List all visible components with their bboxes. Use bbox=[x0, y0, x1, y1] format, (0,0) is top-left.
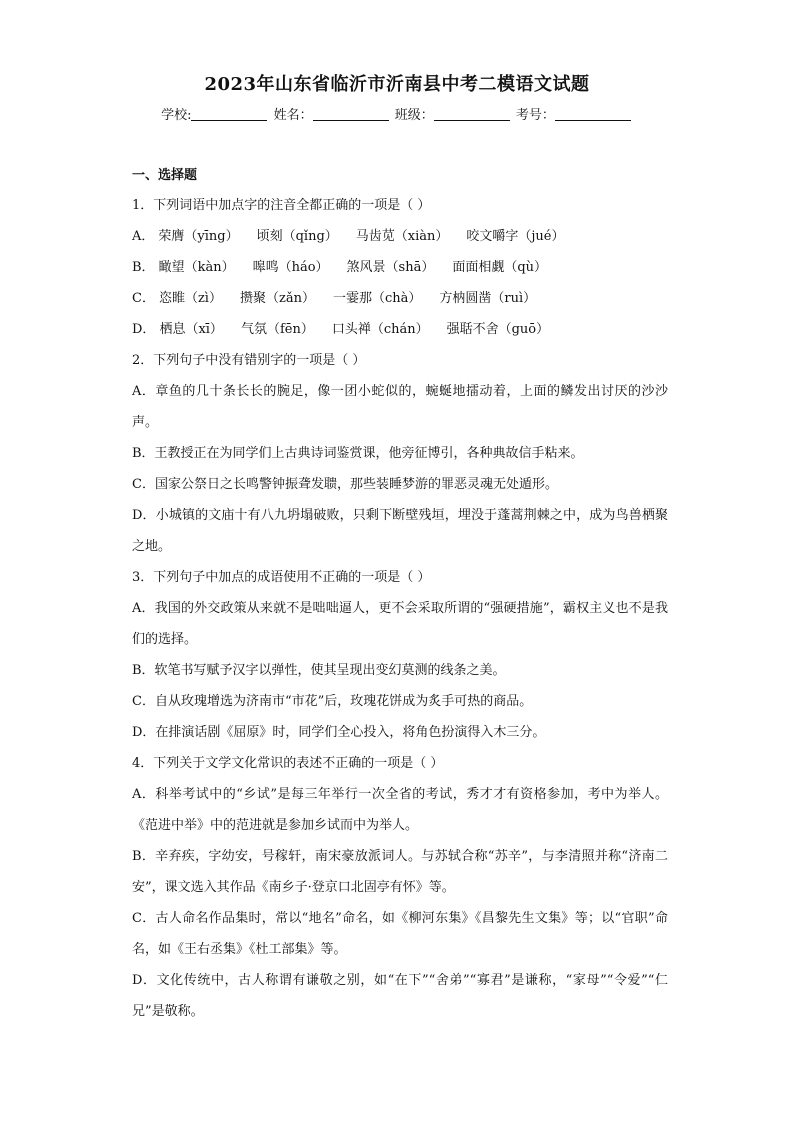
class-blank bbox=[434, 106, 510, 121]
question-1-option-a bbox=[132, 221, 668, 252]
question-4-option-d: D．文化传统中，古人称谓有谦敬之别，如“在下”“舍弟”“寡君”是谦称，“家母”“令爱”“仁兄”是敬称。 bbox=[132, 973, 668, 1019]
option-item: 嗥鸣（háo） bbox=[252, 260, 329, 275]
option-label: B． bbox=[132, 260, 155, 275]
option-label: A． bbox=[132, 229, 155, 244]
option-item: 恣睢（zì） bbox=[158, 291, 222, 306]
question-4-option-a: A．科举考试中的“乡试”是每三年举行一次全省的考试，秀才才有资格参加，考中为举人。《范进中举》中的范进就是参加乡试而中为举人。 bbox=[132, 787, 668, 833]
question-1-option-d bbox=[132, 314, 668, 345]
option-item: 方枘圆凿（ruì） bbox=[439, 291, 537, 306]
option-item: 咬文嚼字（jué） bbox=[466, 229, 565, 244]
class-label: 班级： bbox=[394, 108, 434, 123]
option-item: 一霎那（chà） bbox=[332, 291, 422, 306]
option-item: 攒聚（zǎn） bbox=[239, 291, 315, 306]
question-2-option-c: C．国家公祭日之长鸣警钟振聋发聩，那些装睡梦游的罪恶灵魂无处遁形。 bbox=[132, 477, 558, 492]
option-label: D． bbox=[132, 322, 156, 337]
question-1-option-b bbox=[132, 252, 668, 283]
option-item: 强聒不舍（guō） bbox=[446, 322, 550, 337]
question-3-stem: 3．下列句子中加点的成语使用不正确的一项是（ ） bbox=[132, 570, 431, 585]
question-2-stem: 2．下列句子中没有错别字的一项是（ ） bbox=[132, 353, 366, 368]
question-3-option-b: B．软笔书写赋予汉字以弹性，使其呈现出变幻莫测的线条之美。 bbox=[132, 663, 506, 678]
question-3-option-d: D．在排演话剧《屈原》时，同学们全心投入，将角色扮演得入木三分。 bbox=[132, 725, 546, 740]
question-4-stem: 4．下列关于文学文化常识的表述不正确的一项是（ ） bbox=[132, 756, 444, 771]
exam-content bbox=[132, 165, 668, 1027]
option-item: 顷刻（qǐng） bbox=[256, 229, 338, 244]
student-info-row bbox=[0, 104, 794, 123]
question-2-option-b: B．王教授正在为同学们上古典诗词鉴赏课，他旁征博引，各种典故信手粘来。 bbox=[132, 446, 584, 461]
question-3-option-a: A．我国的外交政策从来就不是咄咄逼人，更不会采取所谓的“强硬措施”，霸权主义也不是我们的选择。 bbox=[132, 601, 668, 647]
name-label: 姓名： bbox=[273, 108, 313, 123]
school-label: 学校: bbox=[161, 108, 192, 123]
question-1-option-c bbox=[132, 283, 668, 314]
question-4-option-c: C．古人命名作品集时，常以“地名”命名，如《柳河东集》《昌黎先生文集》等；以“官职”命名，如《王右丞集》《杜工部集》等。 bbox=[132, 911, 668, 957]
option-item: 煞风景（shā） bbox=[346, 260, 435, 275]
option-item: 荣膺（yīng） bbox=[158, 229, 239, 244]
question-1-stem: 1．下列词语中加点字的注音全都正确的一项是（ ） bbox=[132, 198, 431, 213]
option-item: 口头禅（chán） bbox=[331, 322, 429, 337]
exam-title: 2023年山东省临沂市沂南县中考二模语文试题 bbox=[204, 74, 590, 95]
question-3-option-c: C．自从玫瑰增选为济南市“市花”后，玫瑰花饼成为炙手可热的商品。 bbox=[132, 694, 533, 709]
option-item: 马齿苋（xiàn） bbox=[355, 229, 449, 244]
exam-number-label: 考号： bbox=[515, 108, 555, 123]
exam-number-blank bbox=[555, 106, 631, 121]
name-blank bbox=[313, 106, 389, 121]
option-item: 瞰望（kàn） bbox=[158, 260, 235, 275]
option-item: 气氛（fēn） bbox=[240, 322, 314, 337]
section-title: 一、选择题 bbox=[132, 168, 198, 183]
option-label: C． bbox=[132, 291, 155, 306]
question-2-option-a: A．章鱼的几十条长长的腕足，像一团小蛇似的，蜿蜒地擂动着，上面的鳞发出讨厌的沙沙声。 bbox=[132, 384, 668, 430]
question-2-option-d: D．小城镇的文庙十有八九坍塌破败，只剩下断壁残垣，埋没于蓬蒿荆棘之中，成为鸟兽栖聚之地。 bbox=[132, 508, 668, 554]
school-blank bbox=[191, 106, 267, 121]
option-item: 面面相觑（qù） bbox=[452, 260, 548, 275]
option-item: 栖息（xī） bbox=[159, 322, 223, 337]
question-4-option-b: B．辛弃疾，字幼安，号稼轩，南宋豪放派词人。与苏轼合称“苏辛”，与李清照并称“济南二安”，课文选入其作品《南乡子·登京口北固亭有怀》等。 bbox=[132, 849, 668, 895]
